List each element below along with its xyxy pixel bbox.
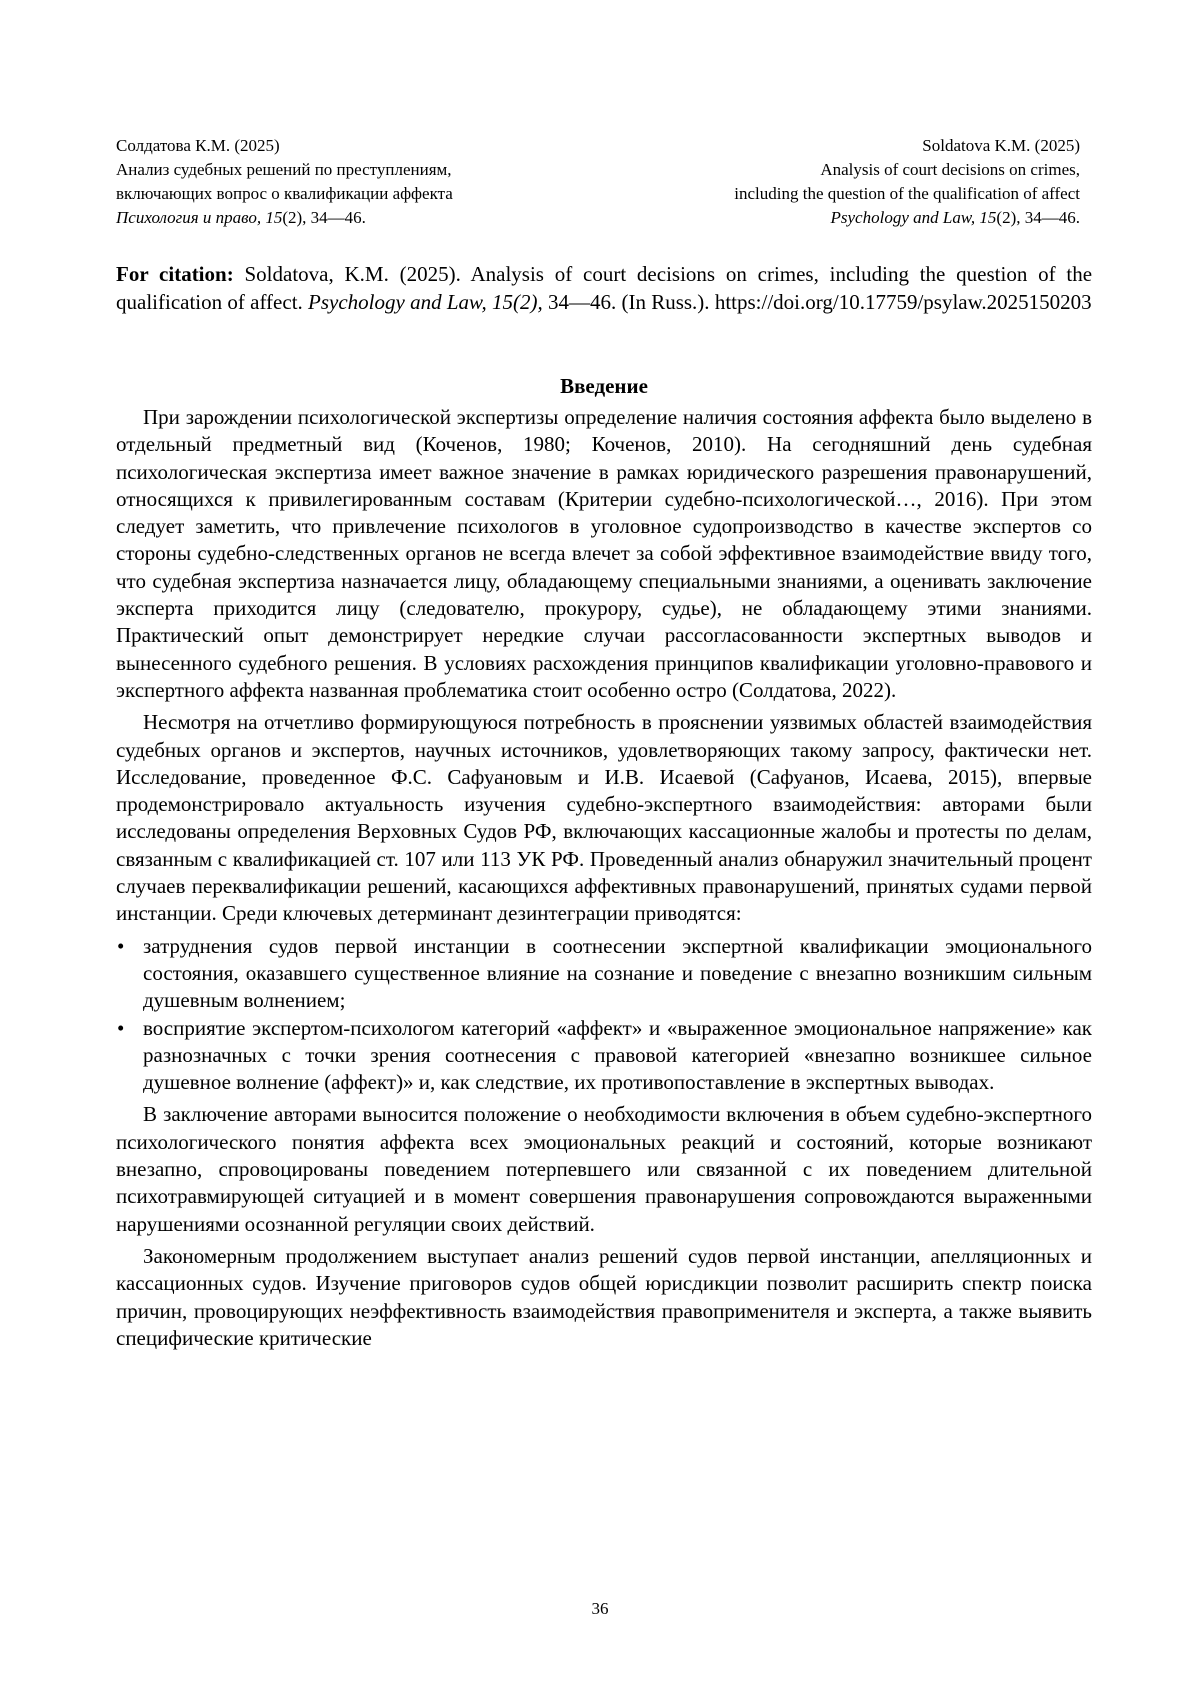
citation-journal: Psychology and Law, 15 — [308, 290, 513, 314]
citation-label: For citation: — [116, 262, 234, 286]
header-right-issue: (2), 34—46. — [996, 208, 1080, 227]
bullet-marker: • — [117, 1015, 125, 1040]
header-left-title-line2: включающих вопрос о квалификации аффекта — [116, 184, 453, 203]
running-header — [116, 134, 1080, 230]
bullet-marker: • — [117, 933, 125, 958]
citation-issue: (2), — [512, 290, 543, 314]
paragraph-2: Несмотря на отчетливо формирующуюся потребность в прояснении уязвимых областей взаимодействия судебных органов и экспертов, научных источников, удовлетворяющих такому запросу, фактически нет. Исследование, проведенное Ф.С. Сафуановым и И.В. Исаевой (Сафуанов, Исаева, 2015), впервые продемонстрировало актуальность изучения судебно-экспертного взаимодействия: авторами были исследованы определения Верховных Судов РФ, включающих кассационные жалобы и протесты по делам, связанным с квалификацией ст. 107 или 113 УК РФ. Проведенный анализ обнаружил значительный процент случаев переквалификации решений, касающихся аффективных правонарушений, принятых судами первой инстанции. Среди ключевых детерминант дезинтеграции приводятся: — [116, 710, 1092, 926]
header-left — [116, 134, 453, 230]
page-number: 36 — [591, 1599, 609, 1618]
header-left-journal-line — [116, 206, 453, 230]
header-right — [734, 134, 1080, 230]
header-right-title-line2: including the question of the qualification of affect — [734, 184, 1080, 203]
bullet-item-1 — [116, 933, 1092, 1015]
section-title: Введение — [560, 374, 648, 398]
header-left-issue: (2), 34—46. — [282, 208, 366, 227]
bullet-item-text: затруднения судов первой инстанции в соотнесении экспертной квалификации эмоционального состояния, оказавшего существенное влияние на сознание и поведение с внезапно возникшим сильным душевным волнением; — [143, 933, 1092, 1013]
header-left-title-line1: Анализ судебных решений по преступлениям, — [116, 160, 452, 179]
citation-doi[interactable]: https://doi.org/10.17759/psylaw.2025150203 — [714, 290, 1092, 314]
header-left-journal: Психология и право, — [116, 208, 262, 227]
bullet-list — [116, 933, 1092, 1097]
header-right-volume: 15 — [979, 208, 997, 227]
header-right-author: Soldatova K.M. (2025) — [922, 136, 1080, 155]
header-right-journal: Psychology and Law, — [830, 208, 976, 227]
header-right-title-line1: Analysis of court decisions on crimes, — [820, 160, 1080, 179]
article-body — [116, 372, 1092, 1357]
header-right-journal-line — [734, 206, 1080, 230]
bullet-item-text: восприятие экспертом-психологом категорий «аффект» и «выраженное эмоциональное напряжение» как разнозначных с точки зрения соотнесения с правовой категорией «внезапно возникшее сильное душевное волнение (аффект)» и, как следствие, их противопоставление в экспертных выводах. — [143, 1015, 1092, 1095]
header-left-author: Солдатова К.М. (2025) — [116, 136, 280, 155]
header-left-volume: 15 — [265, 208, 283, 227]
citation-text: Soldatova, K.M. (2025). Analysis of court decisions on crimes, including the question of the qualification of affect. — [116, 262, 1093, 314]
paragraph-1: При зарождении психологической экспертизы определение наличия состояния аффекта было выделено в отдельный предметный вид (Коченов, 1980; Коченов, 2010). На сегодняшний день судебная психологическая экспертиза имеет важное значение в рамках юридического разрешения правонарушений, относящихся к привилегированным составам (Критерии судебно-психологической…, 2016). При этом следует заметить, что привлечение психологов в уголовное судопроизводство в качестве экспертов со стороны судебно-следственных органов не всегда влечет за собой эффективное взаимодействие ввиду того, что судебная экспертиза назначается лицу, обладающему специальными знаниями, а оценивать заключение эксперта приходится лицу (следователю, прокурору, судье), не обладающему этими знаниями. Практический опыт демонстрирует нередкие случаи рассогласованности экспертных выводов и вынесенного судебного решения. В условиях расхождения принципов квалификации уголовно-правового и экспертного аффекта названная проблематика стоит особенно остро (Солдатова, 2022). — [116, 405, 1092, 702]
paragraph-3: В заключение авторами выносится положение о необходимости включения в объем судебно-экспертного психологического понятия аффекта всех эмоциональных реакций и состояний, которые возникают внезапно, спровоцированы поведением потерпевшего или связанной с их поведением длительной психотравмирующей ситуацией и в момент совершения правонарушения сопровождаются выраженными нарушениями осознанной регуляции своих действий. — [116, 1102, 1092, 1236]
paragraph-4: Закономерным продолжением выступает анализ решений судов первой инстанции, апелляционных и кассационных судов. Изучение приговоров судов общей юрисдикции позволит расширить спектр поиска причин, провоцирующих неэффективность взаимодействия правоприменителя и эксперта, а также выявить специфические критические — [116, 1243, 1092, 1350]
citation-pages: 34—46. (In Russ.). — [547, 290, 710, 314]
citation-block — [116, 260, 1092, 316]
bullet-item-2 — [116, 1015, 1092, 1097]
